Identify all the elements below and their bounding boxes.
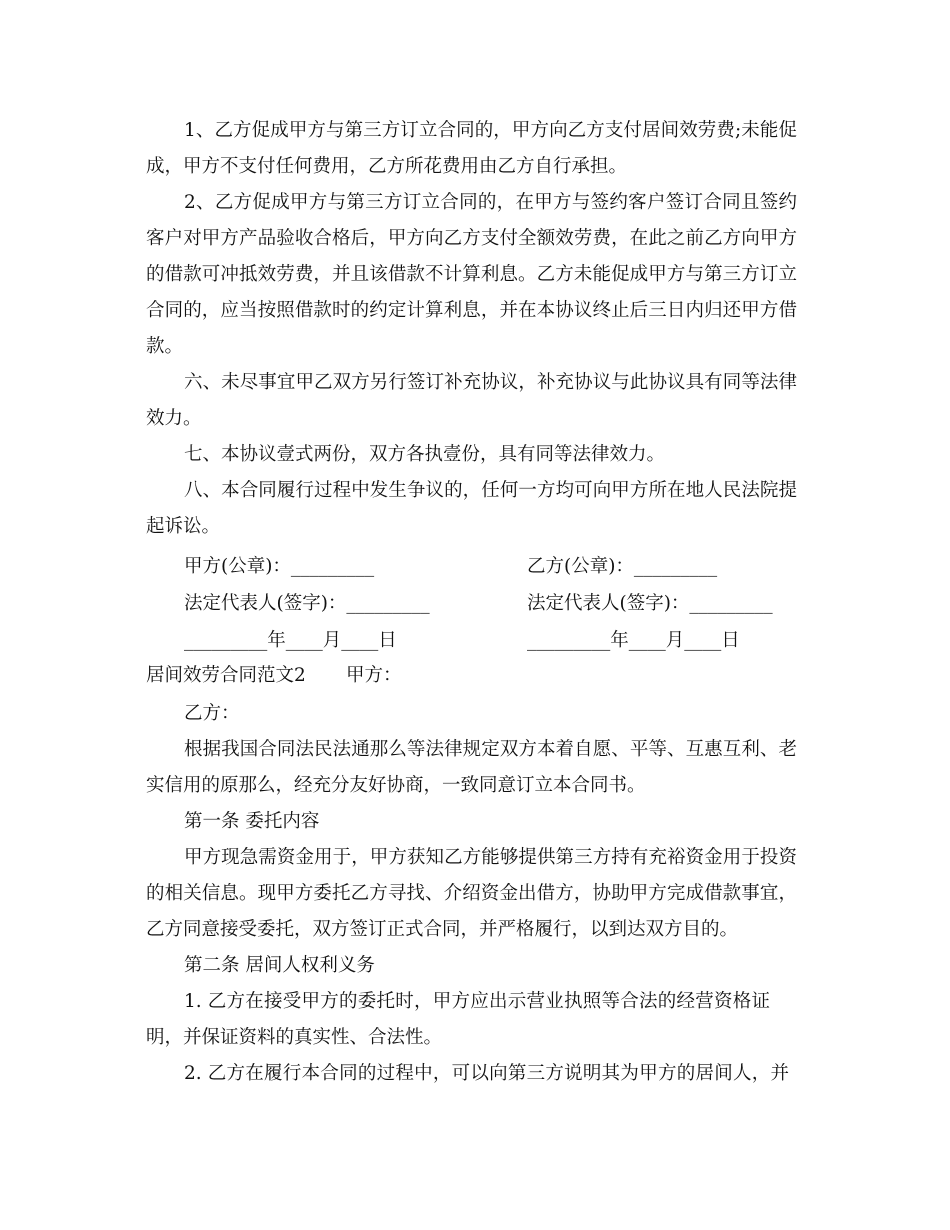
paragraph-2-line-5: 款。 — [146, 336, 184, 357]
party-a-seal: 甲方(公章)：_________ — [184, 556, 375, 577]
contract-2-party-a: 甲方： — [346, 665, 402, 686]
paragraph-1-line-2: 成，甲方不支付任何费用，乙方所花费用由乙方自行承担。 — [146, 156, 628, 177]
article-8-line-1: 八、本合同履行过程中发生争议的，任何一方均可向甲方所在地人民法院提 — [184, 480, 797, 501]
paragraph-2-line-4: 合同的，应当按照借款时的约定计算利息，并在本协议终止后三日内归还甲方借 — [146, 300, 797, 321]
article-2-item-1-line-1: 1. 乙方在接受甲方的委托时，甲方应出示营业执照等合法的经营资格证 — [184, 991, 770, 1012]
contract-2-intro-line-1: 根据我国合同法民法通那么等法律规定双方本着自愿、平等、互惠互利、老 — [184, 739, 797, 760]
article-6-line-1: 六、未尽事宜甲乙双方另行签订补充协议，补充协议与此协议具有同等法律 — [184, 372, 797, 393]
paragraph-2-line-1: 2、乙方促成甲方与第三方订立合同的，在甲方与签约客户签订合同且签约 — [184, 192, 797, 213]
paragraph-1-line-1: 1、乙方促成甲方与第三方订立合同的，甲方向乙方支付居间效劳费;未能促 — [184, 120, 797, 141]
party-b-date: _________年____月____日 — [527, 630, 740, 651]
party-a-date: _________年____月____日 — [184, 630, 397, 651]
article-1-title: 第一条 委托内容 — [184, 811, 320, 832]
party-b-seal: 乙方(公章)：_________ — [527, 556, 718, 577]
article-2-title: 第二条 居间人权利义务 — [184, 955, 375, 976]
article-1-line-3: 乙方同意接受委托，双方签订正式合同，并严格履行，以到达双方目的。 — [146, 919, 739, 940]
article-6-line-2: 效力。 — [146, 408, 202, 429]
paragraph-2-line-3: 的借款可冲抵效劳费，并且该借款不计算利息。乙方未能促成甲方与第三方订立 — [146, 264, 797, 285]
contract-2-party-b: 乙方： — [184, 703, 240, 724]
article-7-line-1: 七、本协议壹式两份，双方各执壹份，具有同等法律效力。 — [184, 444, 666, 465]
party-b-legal-rep: 法定代表人(签字)：_________ — [527, 593, 773, 614]
contract-2-heading: 居间效劳合同范文2 — [146, 665, 306, 686]
article-2-item-2-line-1: 2. 乙方在履行本合同的过程中，可以向第三方说明其为甲方的居间人，并 — [184, 1063, 789, 1084]
article-1-line-1: 甲方现急需资金用于，甲方获知乙方能够提供第三方持有充裕资金用于投资 — [184, 847, 797, 868]
article-1-line-2: 的相关信息。现甲方委托乙方寻找、介绍资金出借方，协助甲方完成借款事宜， — [146, 883, 797, 904]
party-a-legal-rep: 法定代表人(签字)：_________ — [184, 593, 430, 614]
contract-2-intro-line-2: 实信用的原那么，经充分友好协商，一致同意订立本合同书。 — [146, 775, 646, 796]
article-8-line-2: 起诉讼。 — [146, 516, 221, 537]
paragraph-2-line-2: 客户对甲方产品验收合格后，甲方向乙方支付全额效劳费，在此之前乙方向甲方 — [146, 228, 797, 249]
article-2-item-1-line-2: 明，并保证资料的真实性、合法性。 — [146, 1027, 443, 1048]
